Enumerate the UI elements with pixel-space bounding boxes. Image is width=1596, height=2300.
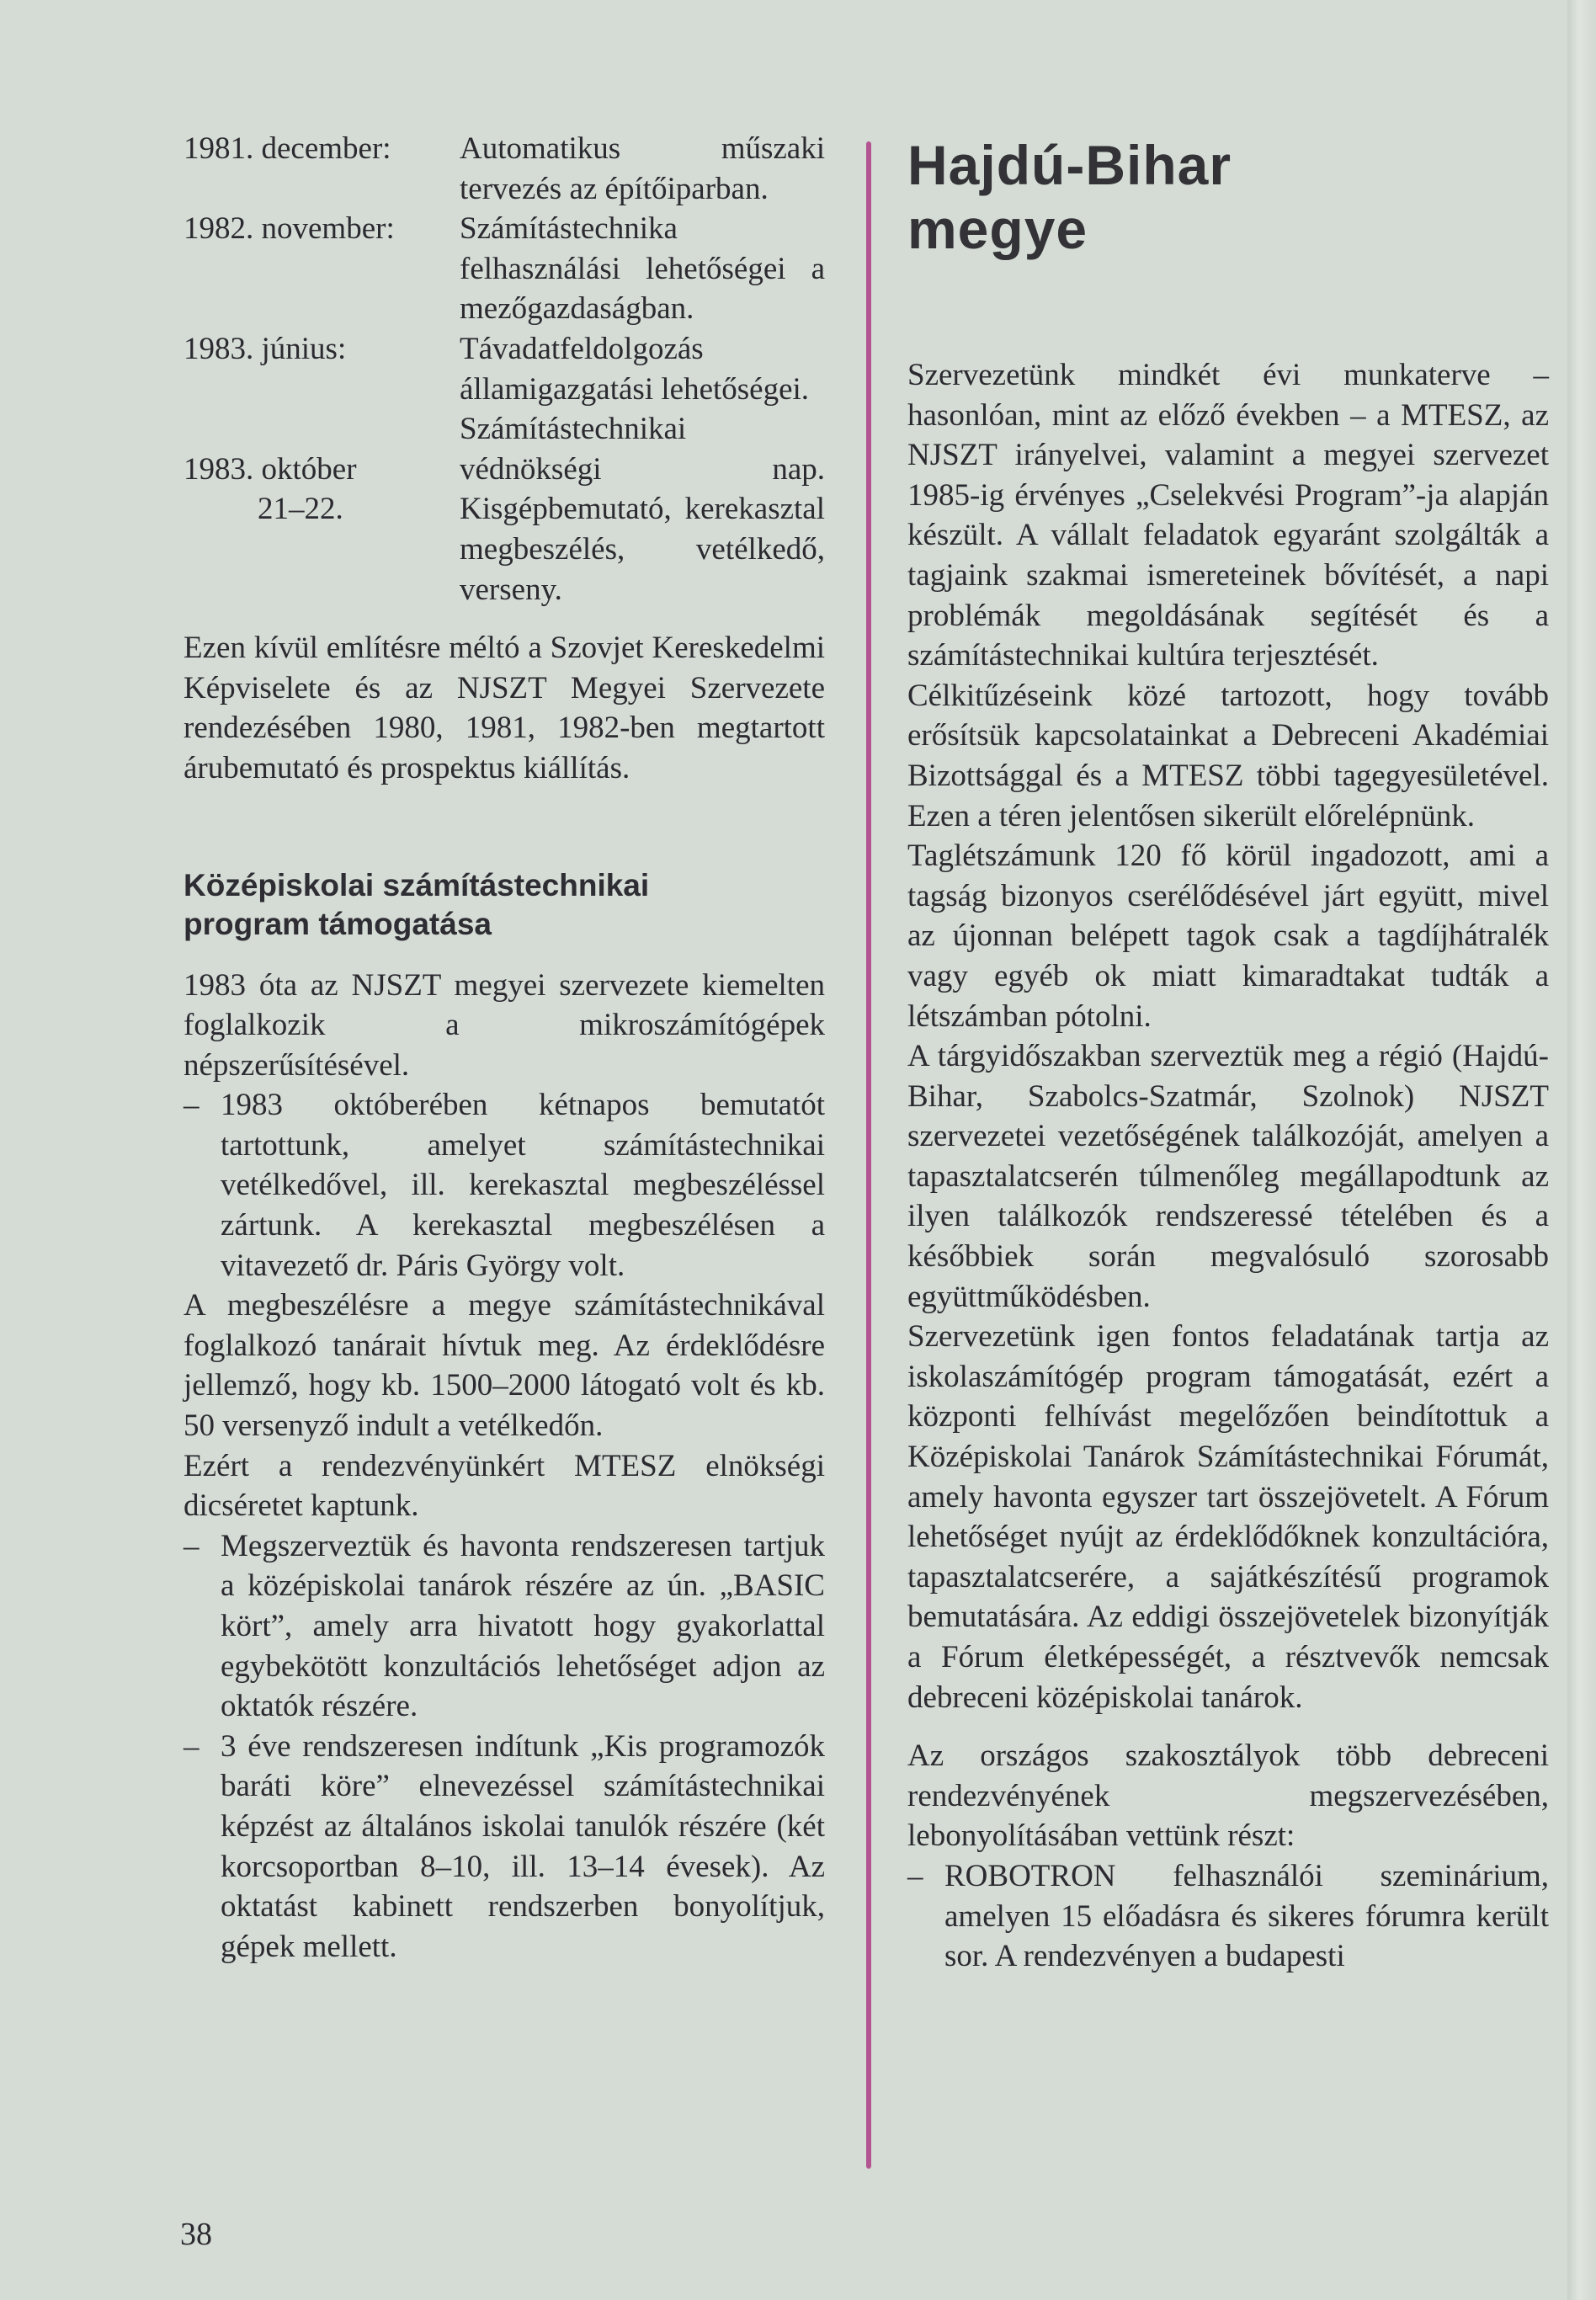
bullet-item	[184, 1727, 825, 1967]
events-paragraph: Az országos szakosztályok több debreceni rendezvényének megszervezésében, lebonyolításában vettünk részt:	[907, 1738, 1549, 1854]
bullet-item	[907, 1856, 1549, 1977]
timeline-row	[184, 209, 825, 329]
section-paragraph: 1983 óta az NJSZT megyei szervezete kiemelten foglalkozik a mikroszámítógépek népszerűsítésével.	[184, 967, 825, 1083]
dash-bullet: –	[184, 1728, 200, 1764]
timeline-date-main: 1983. október	[184, 451, 357, 487]
left-column	[184, 129, 825, 1967]
page-edge-shadow	[1567, 0, 1596, 2300]
right-column	[907, 129, 1549, 1977]
timeline-date: 1981. december:	[184, 131, 391, 166]
intro-paragraph: Ezen kívül említésre méltó a Szovjet Kereskedelmi Képviselete és az NJSZT Megyei Szervezete rendezésében 1980, 1981, 1982-ben megtartott árubemutató és prospektus kiállítás.	[184, 631, 825, 785]
bullet-item	[184, 1085, 825, 1286]
body-paragraph: A megbeszélésre a megye számítástechnikával foglalkozó tanárait hívtuk meg. Az érdeklődésre jellemző, hogy kb. 1500–2000 látogató volt és kb. 50 versenyző indult a vetélkedőn.	[184, 1288, 825, 1444]
bullet-item	[184, 1526, 825, 1727]
body-paragraph: Taglétszámunk 120 fő körül ingadozott, ami a tagság bizonyos cserélődésével járt együtt, mivel az újonnan belépett tagok csak a tagdíjhátralék vagy egyéb ok miatt kimaradtakat tudták a létszámban pótolni.	[907, 839, 1549, 1034]
dash-bullet: –	[184, 1088, 200, 1123]
body-paragraph: Ezért a rendezvényünkért MTESZ elnökségi dicséretet kaptunk.	[184, 1448, 825, 1524]
timeline-row	[184, 329, 825, 409]
body-paragraph: Célkitűzéseink közé tartozott, hogy tovább erősítsük kapcsolatainkat a Debreceni Akadémiai Bizottsággal és a MTESZ többi tagegyesületével. Ezen a téren jelentősen sikerült előrelépnünk.	[907, 678, 1549, 833]
bullet-text: ROBOTRON felhasználói szeminárium, amelyen 15 előadásra és sikeres fórumra került sor. A rendezvényen a budapesti	[944, 1858, 1549, 1974]
bullet-text: 1983 októberében kétnapos bemutatót tartottunk, amelyet számítástechnikai vetélkedővel, ill. kerekasztal megbeszéléssel zártunk. A kerekasztal megbeszélésen a vitavezető dr. Páris György volt.	[221, 1088, 825, 1283]
article-title-line: Hajdú-Bihar	[907, 134, 1232, 196]
body-paragraph: A tárgyidőszakban szerveztük meg a régió (Hajdú-Bihar, Szabolcs-Szatmár, Szolnok) NJSZT szervezetei vezetőségének találkozóját, amelyen a tapasztalatcserén túlmenőleg megállapodtunk az ilyen találkozók rendszeressé tételében és a későbbiek során megvalósuló szorosabb együttműködésben.	[907, 1039, 1549, 1314]
article-title-line: megye	[907, 198, 1088, 260]
timeline-row	[184, 409, 825, 610]
timeline-date	[184, 409, 460, 610]
dash-bullet: –	[184, 1528, 200, 1563]
timeline-text: Számítástechnika felhasználási lehetőségei a mezőgazdaságban.	[460, 211, 825, 327]
timeline-date: 1983. június:	[184, 331, 347, 366]
timeline-date-sub: 21–22.	[258, 492, 343, 527]
timeline-text: Számítástechnikai védnökségi nap. Kisgépbemutató, kerekasztal megbeszélés, vetélkedő, verseny.	[460, 412, 825, 607]
timeline-date: 1982. november:	[184, 211, 395, 247]
section-heading-line: Középiskolai számítástechnikai	[184, 867, 650, 902]
dash-bullet: –	[907, 1858, 923, 1893]
bullet-text: Megszerveztük és havonta rendszeresen tartjuk a középiskolai tanárok részére az ún. „BASIC kört”, amely arra hivatott hogy gyakorlattal egybekötött konzultációs lehetőséget adjon az oktatók részére.	[221, 1528, 825, 1724]
article-title	[907, 133, 1549, 261]
timeline-text: Távadatfeldolgozás államigazgatási lehetőségei.	[460, 331, 810, 407]
event-timeline	[184, 129, 825, 610]
timeline-row	[184, 129, 825, 209]
column-divider	[866, 141, 871, 2169]
timeline-text: Automatikus műszaki tervezés az építőiparban.	[460, 131, 825, 206]
section-heading-line: program támogatása	[184, 906, 492, 941]
body-paragraph: Szervezetünk mindkét évi munkaterve – hasonlóan, mint az előző években – a MTESZ, az NJSZT irányelvei, valamint a megyei szervezet 1985-ig érvényes „Cselekvési Program”-ja alapján készült. A vállalt feladatok egyaránt szolgálták a tagjaink szakmai ismereteinek bővítését, a napi problémák megoldásának segítését és a számítástechnikai kultúra terjesztését.	[907, 358, 1549, 673]
bullet-text: 3 éve rendszeresen indítunk „Kis programozók baráti köre” elnevezéssel számítástechnikai képzést az általános iskolai tanulók részére (két korcsoportban 8–10, ill. 13–14 évesek). Az oktatást kabinett rendszerben bonyolítjuk, gépek mellett.	[221, 1728, 825, 1964]
body-paragraph: Szervezetünk igen fontos feladatának tartja az iskolaszámítógép program támogatását, ezért a központi felhívást megelőzően beindítottuk a Középiskolai Tanárok Számítástechnikai Fórumát, amely havonta egyszer tart összejövetelt. A Fórum lehetőséget nyújt az érdeklődőknek konzultációra, tapasztalatcserére, a sajátkészítésű programok bemutatására. Az eddigi összejövetelek bizonyítják a Fórum életképességét, a résztvevők nemcsak debreceni középiskolai tanárok.	[907, 1319, 1549, 1715]
page-number: 38	[180, 2217, 212, 2252]
section-heading	[184, 866, 825, 944]
